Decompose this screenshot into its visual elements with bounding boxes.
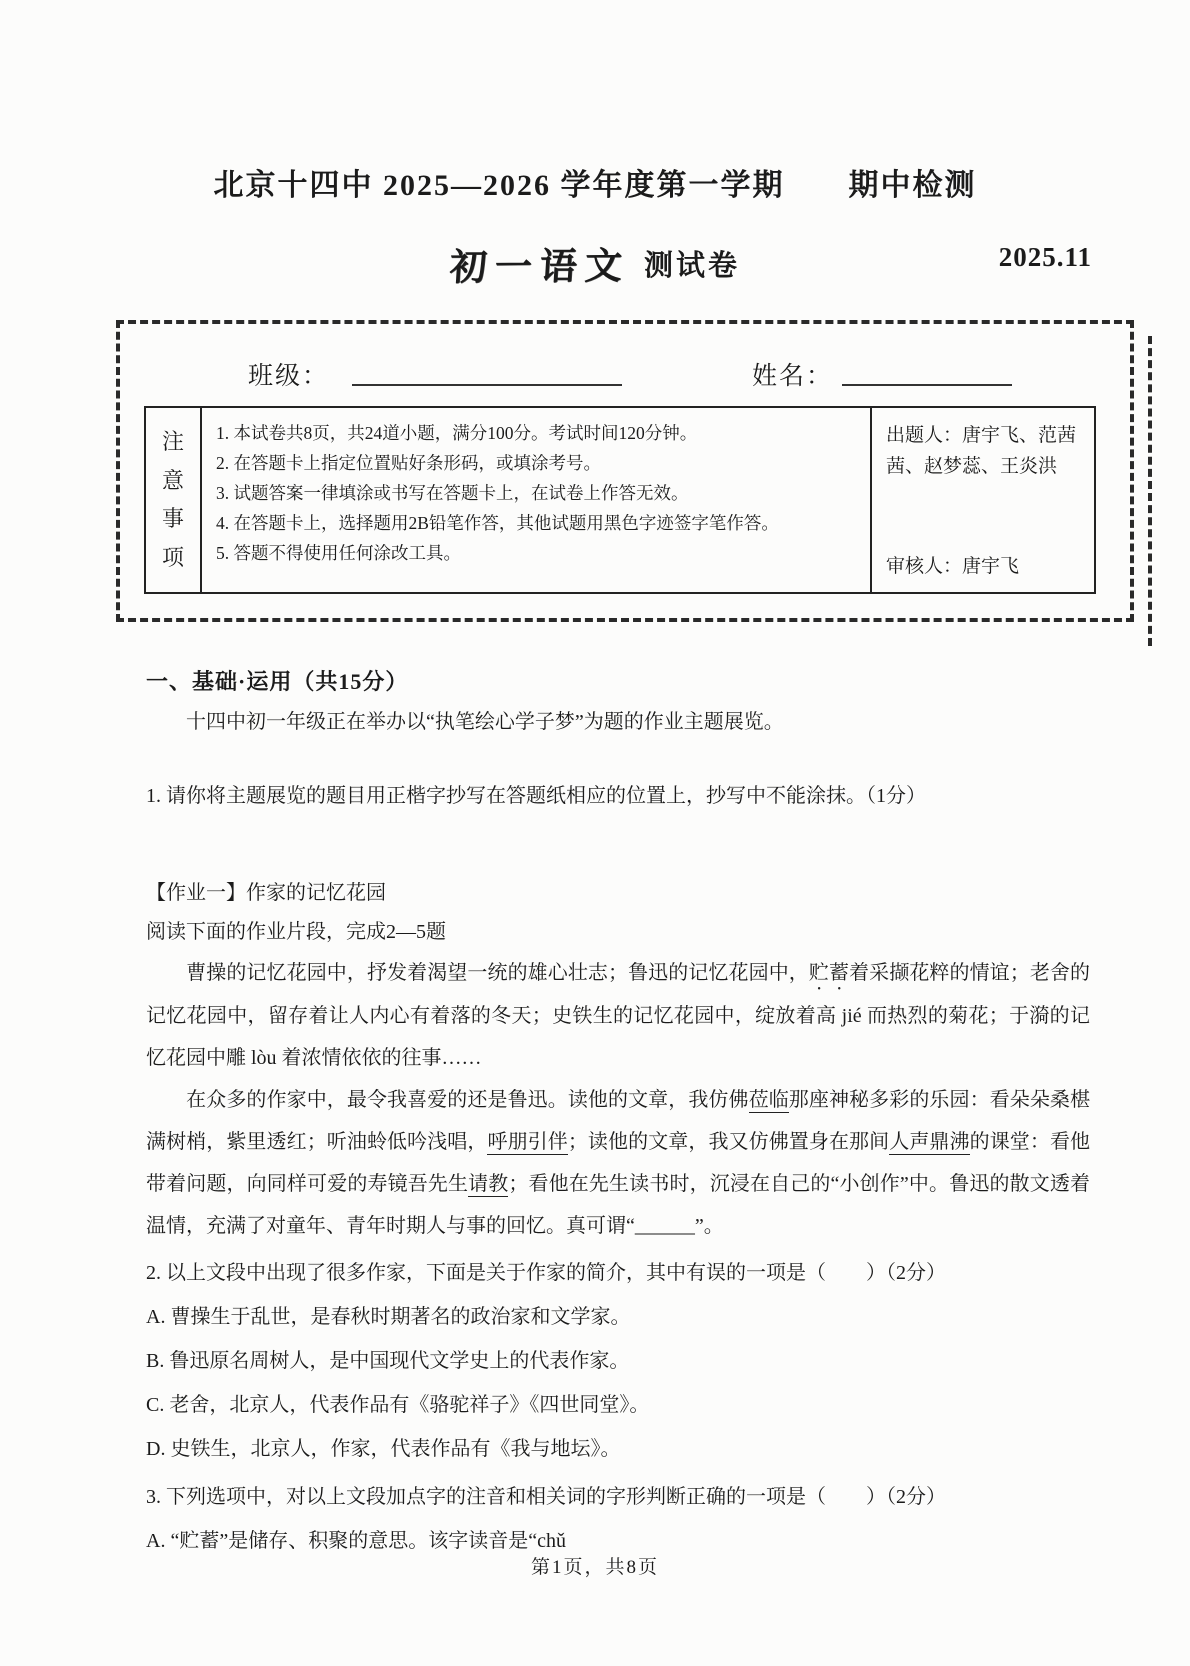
task1-heading: 【作业一】作家的记忆花园 xyxy=(146,882,386,904)
notice-item: 4. 在答题卡上，选择题用2B铅笔作答，其他试题用黑色字迹签字笔作答。 xyxy=(216,513,779,533)
notice-char: 项 xyxy=(161,545,184,571)
notice-item: 1. 本试卷共8页，共24道小题，满分100分。考试时间120分钟。 xyxy=(216,423,698,443)
class-blank-line xyxy=(352,384,622,386)
notice-title-vertical xyxy=(146,408,202,592)
subtitle-row xyxy=(0,236,1190,289)
notice-item: 2. 在答题卡上指定位置贴好条形码，或填涂考号。 xyxy=(216,453,601,473)
exam-title: 北京十四中 2025—2026 学年度第一学期 期中检测 xyxy=(213,169,977,202)
notice-list xyxy=(202,408,872,592)
question-2-option-b: B. 鲁迅原名周树人，是中国现代文学史上的代表作家。 xyxy=(146,1350,630,1372)
notice-char: 意 xyxy=(161,467,184,493)
section-intro: 十四中初一年级正在举办以“执笔绘心学子梦”为题的作业主题展览。 xyxy=(186,711,784,733)
section-heading: 一、基础·运用（共15分） xyxy=(146,669,409,694)
question-3-option-a: A. “贮蓄”是储存、积聚的意思。该字读音是“chǔ xyxy=(146,1530,566,1552)
reviewer-text: 审核人：唐宇飞 xyxy=(886,556,1020,577)
student-info-box xyxy=(116,320,1134,622)
question-2: 2. 以上文段中出现了很多作家，下面是关于作家的简介，其中有误的一项是（ ）（2分） xyxy=(146,1262,946,1284)
exam-date: 2025.11 xyxy=(998,242,1092,272)
notice-item: 5. 答题不得使用任何涂改工具。 xyxy=(216,543,461,563)
exam-body xyxy=(146,662,1090,1563)
question-2-option-d: D. 史铁生，北京人，作家，代表作品有《我与地坛》。 xyxy=(146,1438,621,1460)
notice-item: 3. 试题答案一律填涂或书写在答题卡上，在试卷上作答无效。 xyxy=(216,483,689,503)
notice-table xyxy=(144,406,1096,594)
name-label: 姓名： xyxy=(752,363,834,390)
paper-setters-cell xyxy=(872,408,1094,592)
notice-char: 注 xyxy=(161,428,184,454)
page-number: 第1页，共8页 xyxy=(530,1557,659,1578)
question-1: 1. 请你将主题展览的题目用正楷字抄写在答题纸相应的位置上，抄写中不能涂抹。（1分） xyxy=(146,785,926,807)
notice-char: 事 xyxy=(161,506,184,532)
passage-paragraph-1: 曹操的记忆花园中，抒发着渴望一统的雄心壮志；鲁迅的记忆花园中，贮蓄着采撷花粹的情谊；老舍的记忆花园中，留存着让人内心有着落的冬天；史铁生的记忆花园中，绽放着高 jié 而热烈的菊花；于漪的记忆花园中雕 lòu 着浓情依依的往事…… xyxy=(146,962,1091,1069)
setters-text: 出题人：唐宇飞、范茜茜、赵梦蕊、王炎洪 xyxy=(886,425,1077,477)
question-3: 3. 下列选项中，对以上文段加点字的注音和相关词的字形判断正确的一项是（ ）（2分） xyxy=(146,1486,946,1508)
class-label: 班级： xyxy=(248,363,330,390)
question-2-option-c: C. 老舍，北京人，代表作品有《骆驼祥子》《四世同堂》。 xyxy=(146,1394,650,1416)
name-blank-line xyxy=(842,384,1012,386)
task1-instruction: 阅读下面的作业片段，完成2—5题 xyxy=(146,921,446,943)
class-name-row xyxy=(120,356,1130,396)
question-2-option-a: A. 曹操生于乱世，是春秋时期著名的政治家和文学家。 xyxy=(146,1306,631,1328)
binding-dashed-line xyxy=(1148,336,1152,646)
paper-type-label: 测试卷 xyxy=(643,250,740,282)
subject-title: 初一语文 xyxy=(448,246,632,289)
passage-paragraph-2: 在众多的作家中，最令我喜爱的还是鲁迅。读他的文章，我仿佛莅临那座神秘多彩的乐园：看朵朵桑椹满树梢，紫里透红；听油蛉低吟浅唱，呼朋引伴；读他的文章，我又仿佛置身在那间人声鼎沸的课堂：看他带着问题，向同样可爱的寿镜吾先生请教；看他在先生读书时，沉浸在自己的“小创作”中。鲁迅的散文透着温情，充满了对童年、青年时期人与事的回忆。真可谓“______”。 xyxy=(146,1089,1091,1237)
